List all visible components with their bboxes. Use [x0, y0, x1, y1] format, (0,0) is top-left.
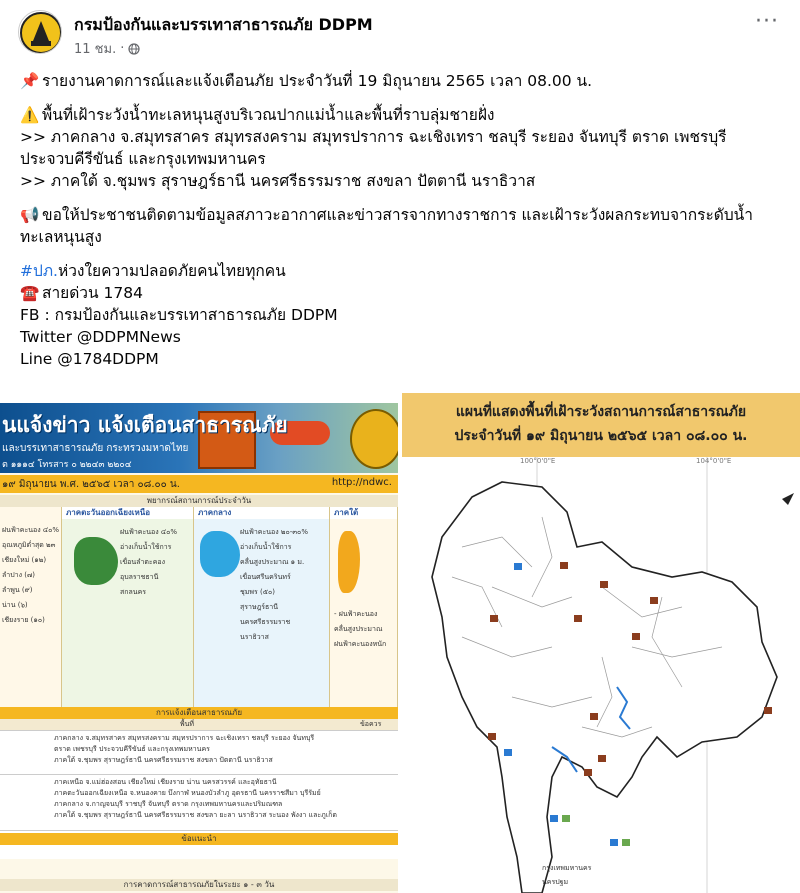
table-row-1-text: ภาคกลาง จ.สมุทรสาคร สมุทรสงคราม สมุทรปราการ ฉะเชิงเทรา ชลบุรี ระยอง จันทบุรี ตราด เพชรบุรี ประจวบคีรีขันธ์ และกรุงเทพมหานคร ภาคใต้ จ.ชุมพร สุราษฎร์ธานี นครศรีธรรมราช สงขลา ปัตตานี นราธิวาส	[54, 734, 315, 764]
infographic-url: http://ndwc.	[331, 477, 392, 488]
warning-line: ⚠️ พื้นที่เฝ้าระวังน้ำทะเลหนุนสูงบริเวณปากแม่น้ำและพื้นที่ราบลุ่มชายฝั่ง	[20, 106, 495, 124]
northeast-text: ฝนฟ้าคะนอง ๔๐% อ่างเก็บน้ำใช้การ เขื่อนลำตะคอง อุบลราชธานี สกลนคร	[120, 528, 178, 596]
report-line: 📌 รายงานคาดการณ์และแจ้งเตือนภัย ประจำวันที่ 19 มิถุนายน 2565 เวลา 08.00 น.	[20, 72, 593, 90]
globe-icon[interactable]	[128, 43, 140, 55]
map-marker	[764, 707, 772, 714]
map-marker	[590, 713, 598, 720]
region-col-northeast	[62, 507, 194, 707]
surveillance-map-image[interactable]	[402, 393, 800, 893]
map-marker	[574, 615, 582, 622]
map-marker	[610, 839, 618, 846]
map-title: แผนที่แสดงพื้นที่เฝ้าระวังสถานการณ์สาธารณภัย	[455, 404, 747, 420]
map-marker	[504, 749, 512, 756]
table-header-advice: ข้อควร	[360, 720, 382, 728]
map-marker	[514, 563, 522, 570]
infographic-datebar	[0, 475, 398, 493]
warning-icon: ⚠️	[20, 106, 40, 124]
line-app-line: Line @1784DDPM	[20, 350, 159, 368]
map-marker	[490, 615, 498, 622]
post-time[interactable]: 11 ชม.	[74, 42, 117, 57]
infographic-contact: ต ๑๑๑๔ โทรสาร ๐ ๒๒๔๓ ๒๒๐๔	[2, 460, 132, 470]
ddpm-logo-icon	[19, 11, 62, 54]
phone-icon: ☎️	[20, 284, 40, 302]
hotline-line: ☎️ สายด่วน 1784	[20, 284, 143, 302]
pushpin-icon: 📌	[20, 72, 40, 90]
region-col-north	[0, 507, 62, 707]
map-marker	[488, 733, 496, 740]
map-marker	[598, 755, 606, 762]
map-marker	[622, 839, 630, 846]
map-date: ประจำวันที่ ๑๙ มิถุนายน ๒๕๖๕ เวลา ๐๘.๐๐ น.	[454, 428, 748, 444]
page-name[interactable]: กรมป้องกันและบรรเทาสาธารณภัย DDPM	[74, 15, 373, 34]
map-lon-label-1: 100°0'0"E	[520, 457, 556, 465]
forecast-header: พยากรณ์สถานการณ์ประจำวัน	[0, 495, 398, 507]
table-header-row	[0, 719, 398, 731]
map-legend-2: นครปฐม	[542, 878, 569, 886]
warning-table-header: การแจ้งเตือนสาธารณภัย	[0, 707, 398, 719]
thailand-outline	[432, 482, 777, 893]
thailand-map	[402, 457, 800, 893]
hashtag-line: #ปภ.ห่วงใยความปลอดภัยคนไทยทุกคน	[20, 262, 286, 280]
map-lon-label-2: 104°0'0"E	[696, 457, 732, 465]
central-region-line-2: ประจวบคีรีขันธ์ และกรุงเทพมหานคร	[20, 150, 266, 168]
announce-line-2: ทะเลหนุนสูง	[20, 228, 102, 246]
north-text: ฝนฟ้าคะนอง ๔๐% อุณหภูมิต่ำสุด ๒๓ เชียงใหม่ (๑๒) ลำปาง (๗) ลำพูน (๙) น่าน (๖) เชียงราย (๑๐)	[2, 526, 60, 624]
map-legend-1: กรุงเทพมหานคร	[542, 864, 592, 872]
warning-infographic-image[interactable]	[0, 403, 398, 893]
region-s-label: ภาคใต้	[330, 507, 397, 519]
region-col-south	[330, 507, 398, 707]
map-marker	[560, 562, 568, 569]
more-options-button[interactable]: ···	[755, 9, 779, 34]
table-row	[0, 731, 398, 775]
meta-separator: ·	[120, 41, 125, 56]
facebook-line: FB : กรมป้องกันและบรรเทาสาธารณภัย DDPM	[20, 306, 338, 324]
page-avatar[interactable]	[18, 10, 62, 54]
post-media	[0, 393, 800, 893]
infographic-subtitle: และบรรเทาสาธารณภัย กระทรวงมหาดไทย	[2, 443, 189, 454]
region-col-central	[194, 507, 330, 707]
map-marker	[550, 815, 558, 822]
central-map-shape	[200, 531, 240, 577]
table-header-area: พื้นที่	[180, 720, 195, 728]
megaphone-icon: 📢	[20, 206, 40, 224]
advice-header: ข้อแนะนำ	[0, 833, 398, 845]
south-text: - ฝนฟ้าคะนอง คลื่นสูงประมาณ ฝนฟ้าคะนองหนัก	[334, 610, 387, 648]
three-day-forecast-header: การคาดการณ์สาธารณภัยในระยะ ๑ - ๓ วัน	[0, 879, 398, 891]
region-c-label: ภาคกลาง	[194, 507, 329, 519]
post-meta	[74, 38, 140, 59]
ddpm-emblem-icon	[350, 409, 398, 469]
map-marker	[600, 581, 608, 588]
hashtag-link[interactable]: #ปภ.	[20, 262, 58, 280]
region-ne-label: ภาคตะวันออกเฉียงเหนือ	[62, 507, 193, 519]
infographic-date: ๑๙ มิถุนายน พ.ศ. ๒๕๖๕ เวลา ๐๘.๐๐ น.	[2, 479, 180, 490]
table-row	[0, 775, 398, 831]
south-region-line: >> ภาคใต้ จ.ชุมพร สุราษฎร์ธานี นครศรีธรรมราช สงขลา ปัตตานี นราธิวาส	[20, 172, 536, 190]
northeast-map-shape	[74, 537, 118, 585]
central-text: ฝนฟ้าคะนอง ๒๐-๓๐% อ่างเก็บน้ำใช้การ คลื่นสูงประมาณ ๑ ม. เขื่อนศรีนครินทร์ ชุมพร (๕๐) สุราษฎร์ธานี นครศรีธรรมราช นราธิวาส	[240, 528, 308, 641]
infographic-banner	[0, 403, 398, 473]
map-header	[402, 393, 800, 457]
twitter-line: Twitter @DDPMNews	[20, 328, 181, 346]
central-region-line: >> ภาคกลาง จ.สมุทรสาคร สมุทรสงคราม สมุทรปราการ ฉะเชิงเทรา ชลบุรี ระยอง จันทบุรี ตราด เพชรบุรี	[20, 128, 727, 146]
infographic-title: นแจ้งข่าว แจ้งเตือนสาธารณภัย	[2, 413, 288, 437]
post-header	[18, 10, 782, 60]
post-text	[20, 70, 790, 370]
table-row-2-text: ภาคเหนือ จ.แม่ฮ่องสอน เชียงใหม่ เชียงราย น่าน นครสวรรค์ และอุทัยธานี ภาคตะวันออกเฉียงเหนือ จ.หนองคาย บึงกาฬ หนองบัวลำภู อุดรธานี นครราชสีมา บุรีรัมย์ ภาคกลาง จ.กาญจนบุรี ราชบุรี จันทบุรี ตราด กรุงเทพมหานครและปริมณฑล ภาคใต้ จ.ชุมพร สุราษฎร์ธานี นครศรีธรรมราช สงขลา ยะลา นราธิวาส ระนอง พังงา และภูเก็ต	[54, 778, 337, 819]
south-map-shape	[338, 531, 360, 593]
region-forecast-row	[0, 507, 398, 707]
map-marker	[632, 633, 640, 640]
map-marker	[584, 769, 592, 776]
announce-line: 📢 ขอให้ประชาชนติดตามข้อมูลสภาวะอากาศและข่าวสารจากทางราชการ และเฝ้าระวังผลกระทบจากระดับน้ำ	[20, 206, 753, 224]
map-marker	[650, 597, 658, 604]
map-marker	[562, 815, 570, 822]
